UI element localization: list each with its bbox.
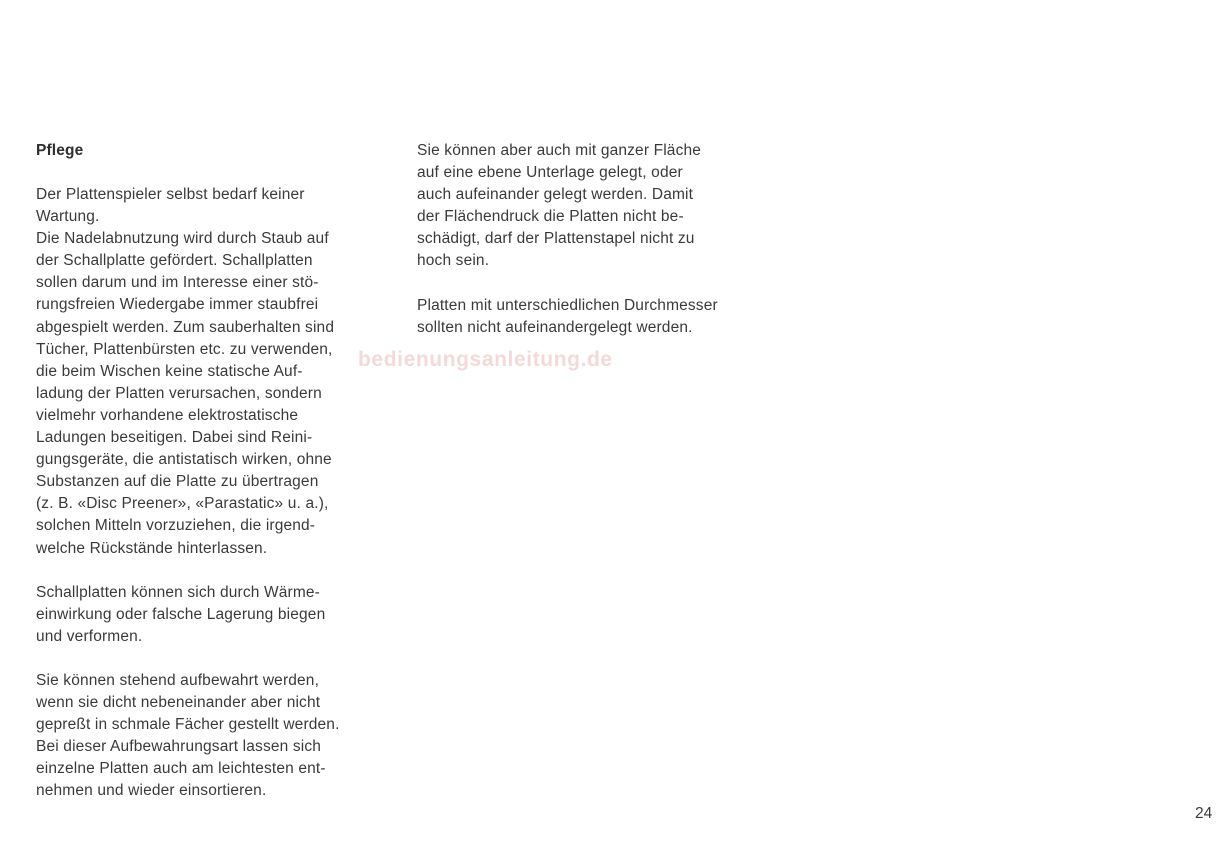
- text-line: Sie können stehend aufbewahrt werden,: [36, 671, 320, 689]
- section-heading: Pflege: [36, 142, 84, 159]
- text-line: rungsfreien Wiedergabe immer staubfrei: [36, 296, 319, 314]
- text-line: auf eine ebene Unterlage gelegt, oder: [417, 164, 683, 182]
- text-line: einwirkung oder falsche Lagerung biegen: [36, 605, 326, 623]
- text-line: sollen darum und im Interesse einer stö-: [36, 274, 319, 292]
- text-line: wenn sie dicht nebeneinander aber nicht: [36, 693, 321, 711]
- text-line: und verformen.: [36, 627, 143, 645]
- text-line: Der Plattenspieler selbst bedarf keiner: [36, 186, 305, 203]
- paragraph-diameter: [417, 295, 787, 339]
- right-column: [417, 140, 787, 339]
- text-line: Ladungen beseitigen. Dabei sind Reini-: [36, 429, 313, 447]
- text-line: gepreßt in schmale Fächer gestellt werden.: [36, 716, 340, 734]
- text-line: Platten mit unterschiedlichen Durchmesser: [417, 296, 718, 314]
- text-line: einzelne Platten auch am leichtesten ent-: [36, 760, 326, 778]
- watermark: bedienungsanleitung.de: [358, 348, 613, 371]
- paragraph-storage-standing: [36, 670, 396, 803]
- text-line: Die Nadelabnutzung wird durch Staub auf: [36, 230, 329, 248]
- text-line: nehmen und wieder einsortieren.: [36, 782, 267, 800]
- text-line: Sie können aber auch mit ganzer Fläche: [417, 142, 702, 159]
- paragraph-maintenance: [36, 184, 396, 560]
- text-line: die beim Wischen keine statische Auf-: [36, 362, 303, 380]
- text-line: solchen Mitteln vorzuziehen, die irgend-: [36, 517, 316, 535]
- text-line: schädigt, darf der Plattenstapel nicht zu: [417, 230, 695, 248]
- text-line: gungsgeräte, die antistatisch wirken, ohne: [36, 451, 332, 469]
- text-line: Schallplatten können sich durch Wärme-: [36, 583, 320, 601]
- text-line: Tücher, Plattenbürsten etc. zu verwenden,: [36, 340, 333, 358]
- text-line: ladung der Platten verursachen, sondern: [36, 384, 322, 402]
- text-line: auch aufeinander gelegt werden. Damit: [417, 186, 694, 204]
- paragraph-storage-flat: [417, 140, 787, 273]
- text-line: Substanzen auf die Platte zu übertragen: [36, 473, 319, 491]
- text-line: der Schallplatte gefördert. Schallplatten: [36, 252, 313, 270]
- text-line: sollten nicht aufeinandergelegt werden.: [417, 318, 693, 336]
- paragraph-warping: [36, 582, 396, 648]
- left-column: [36, 140, 396, 802]
- text-line: Bei dieser Aufbewahrungsart lassen sich: [36, 738, 322, 756]
- page-number: 24: [1195, 805, 1213, 822]
- text-line: welche Rückstände hinterlassen.: [36, 539, 268, 557]
- text-line: abgespielt werden. Zum sauberhalten sind: [36, 318, 335, 336]
- text-line: vielmehr vorhandene elektrostatische: [36, 406, 299, 424]
- text-line: Wartung.: [36, 208, 100, 226]
- text-line: hoch sein.: [417, 252, 490, 270]
- text-line: der Flächendruck die Platten nicht be-: [417, 208, 684, 226]
- text-line: (z. B. «Disc Preener», «Parastatic» u. a.),: [36, 495, 329, 513]
